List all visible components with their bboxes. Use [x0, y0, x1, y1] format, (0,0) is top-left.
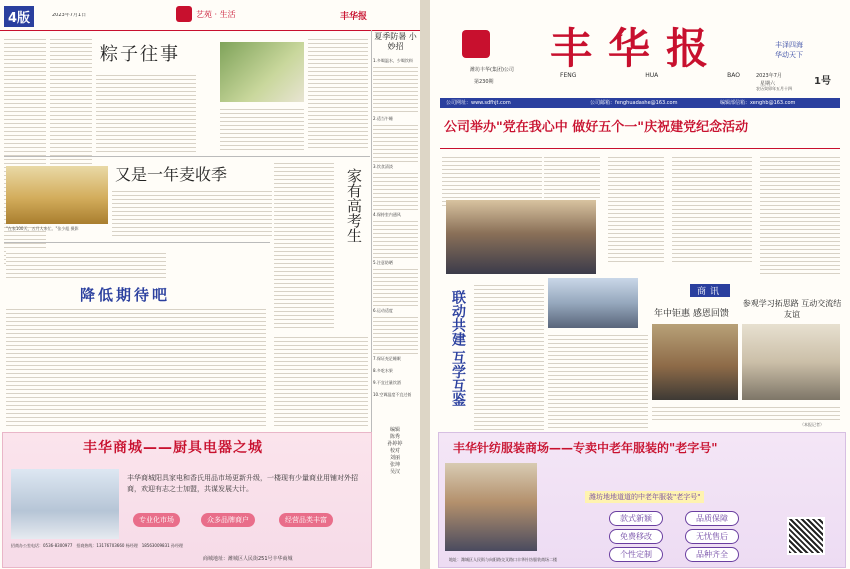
weekday: 星期六 — [760, 81, 776, 87]
event-photo — [446, 200, 596, 274]
news1-title: 年中钜惠 感恩回馈 — [654, 309, 729, 319]
article-column — [544, 154, 600, 198]
wheat-title: 又是一年麦收季 — [115, 165, 228, 184]
credit-line: 吴汉 — [389, 469, 400, 475]
tips-item: 6.运动适度 — [373, 308, 393, 313]
masthead-pinyin — [560, 72, 740, 79]
mall-contact: 招商办公室电话：0536-8300977 招商热线：13176703660 杨经理 18563009831 孙经理 — [11, 543, 183, 548]
issue-number: 第230期 — [474, 79, 494, 85]
credit-line: 孙婷婷 — [387, 441, 403, 447]
clothing-tag: 款式新颖 — [609, 511, 663, 526]
article-column — [672, 154, 752, 264]
tips-item: 8.多吃水果 — [373, 368, 393, 373]
pinyin: HUA — [645, 72, 659, 79]
company-email[interactable]: 公司邮箱：fenghuadashe@163.com — [590, 100, 678, 106]
credit-line: 校对 — [389, 448, 400, 454]
page-tag: 4版 — [4, 6, 34, 27]
editor-email[interactable]: 编辑部信箱：xenghb@163.com — [720, 100, 796, 106]
tips-title: 夏季防暑 小妙招 — [374, 32, 417, 51]
qr-code-icon — [787, 517, 825, 555]
tips-text — [373, 122, 418, 162]
masthead-title: 丰华报 — [550, 24, 725, 73]
right-page — [430, 0, 850, 569]
pinyin: BAO — [727, 72, 740, 79]
page-gutter — [420, 0, 430, 569]
clothing-tag: 个性定制 — [609, 547, 663, 562]
tips-text — [373, 266, 418, 306]
article-column — [652, 404, 840, 422]
store-photo — [652, 324, 738, 400]
company-site[interactable]: 公司网址：www.sdfhjt.com — [446, 100, 511, 106]
mall-tag: 经营品类丰富 — [279, 513, 333, 527]
article-column — [608, 154, 664, 264]
tips-text — [373, 314, 418, 354]
tips-text — [373, 170, 418, 210]
article-column — [220, 106, 304, 151]
clothing-banner: 丰华针纺服装商场——专卖中老年服装的"老字号" — [453, 441, 718, 455]
article-column — [274, 160, 334, 330]
clothing-sub: 潍坊地地道道的中老年服装"老字号" — [585, 491, 704, 503]
clothing-tag: 品质保障 — [685, 511, 739, 526]
slogan-line: 华动天下 — [775, 51, 803, 59]
clothing-tag: 无忧售后 — [685, 529, 739, 544]
mall-ad — [2, 432, 372, 568]
slogan — [775, 40, 803, 60]
tips-item: 9.不宜过量饮酒 — [373, 380, 401, 385]
clothing-tag: 品种齐全 — [685, 547, 739, 562]
tips-item: 3.饮食清淡 — [373, 164, 393, 169]
heat-title: 降低期待吧 — [80, 286, 171, 304]
info-bar — [440, 98, 840, 108]
divider — [4, 156, 370, 157]
article-column — [6, 306, 266, 428]
shop-photo — [445, 463, 537, 551]
divider — [440, 148, 840, 149]
article-column — [548, 332, 648, 428]
divider — [371, 30, 372, 500]
visit-photo — [548, 278, 638, 328]
tips-item: 7.保证充足睡眠 — [373, 356, 401, 361]
side-vertical-title: 联动共建 互学互鉴 — [450, 290, 466, 407]
zongzi-photo — [220, 42, 304, 102]
publisher: 潍坊丰华(集团)公司 — [470, 67, 514, 73]
tips-text — [373, 64, 418, 114]
issue-date: 2023年7月1日 — [52, 13, 87, 18]
exam-title: 家有高考生 — [345, 168, 363, 243]
brand-logo-icon — [176, 6, 192, 22]
credit-line: 刘丽 — [389, 455, 400, 461]
news2-title: 参观学习拓思路 互动交流结友谊 — [742, 299, 842, 319]
mall-tag: 专业化市场 — [133, 513, 180, 527]
issue-date: 2023年7月 — [756, 73, 782, 79]
masthead — [430, 0, 850, 90]
tips-item: 5.注意防晒 — [373, 260, 393, 265]
article-column — [474, 282, 544, 430]
headline: 公司举办"党在我心中 做好五个一"庆祝建党纪念活动 — [444, 120, 749, 135]
pinyin: FENG — [560, 72, 577, 79]
section-title: 艺苑 · 生活 — [196, 10, 236, 19]
mall-address: 商城地址：潍城区人民街251号丰华商城 — [203, 556, 293, 562]
mall-tag: 众多品牌商户 — [201, 513, 255, 527]
clothing-ad — [438, 432, 846, 568]
commerce-header: 商讯 — [690, 284, 730, 297]
article-column — [112, 188, 272, 238]
tips-box — [373, 32, 418, 502]
article-column — [6, 250, 166, 280]
zongzi-title: 粽子往事 — [100, 44, 180, 65]
article-column — [442, 154, 542, 206]
tips-item: 4.保持室内通风 — [373, 212, 401, 217]
clothing-address: 地址：潍城区人民街与向阳路交叉路口丰华针纺服装商场二楼 — [449, 557, 557, 562]
article-column — [96, 72, 196, 152]
clothing-tag: 免费移改 — [609, 529, 663, 544]
lunar-date: 农历癸卯年五月十四 — [756, 86, 792, 91]
left-page — [0, 0, 420, 569]
byline: （本报记者） — [800, 422, 824, 427]
tips-text — [373, 218, 418, 258]
tips-item: 10.空调温度不宜过低 — [373, 392, 412, 397]
credit-line: 编辑 — [389, 427, 400, 433]
editor-credits — [375, 427, 415, 476]
mall-building-photo — [11, 469, 119, 539]
article-column — [308, 36, 368, 151]
slogan-line: 丰泽四海 — [775, 41, 803, 49]
brand-name: 丰华报 — [340, 12, 368, 22]
article-column — [4, 36, 46, 266]
mall-body: 丰华商城阳具家电和香氏用品市场更新升级，一楼现有少量商业用铺对外招商，欢迎有志之士加盟，共谋发展大计。 — [127, 474, 358, 493]
mall-banner: 丰华商城——厨具电器之城 — [83, 440, 263, 456]
tips-item: 1.多喝温水，少喝饮料 — [373, 58, 413, 63]
credit-line: 陈秀 — [389, 434, 400, 440]
divider — [4, 242, 270, 243]
tips-item: 2.适当午睡 — [373, 116, 393, 121]
wheat-caption: "在家100天，五月人来忙。"张少彪 摄影 — [6, 226, 79, 231]
page-header — [0, 0, 420, 31]
tips-list — [373, 58, 418, 397]
page-number: 1号 — [814, 76, 831, 87]
exchange-photo — [742, 324, 840, 400]
article-column — [760, 154, 840, 274]
wheat-photo — [6, 166, 108, 224]
credit-line: 张坤 — [389, 462, 400, 468]
article-column — [274, 334, 368, 428]
brand-logo-icon — [462, 30, 490, 58]
